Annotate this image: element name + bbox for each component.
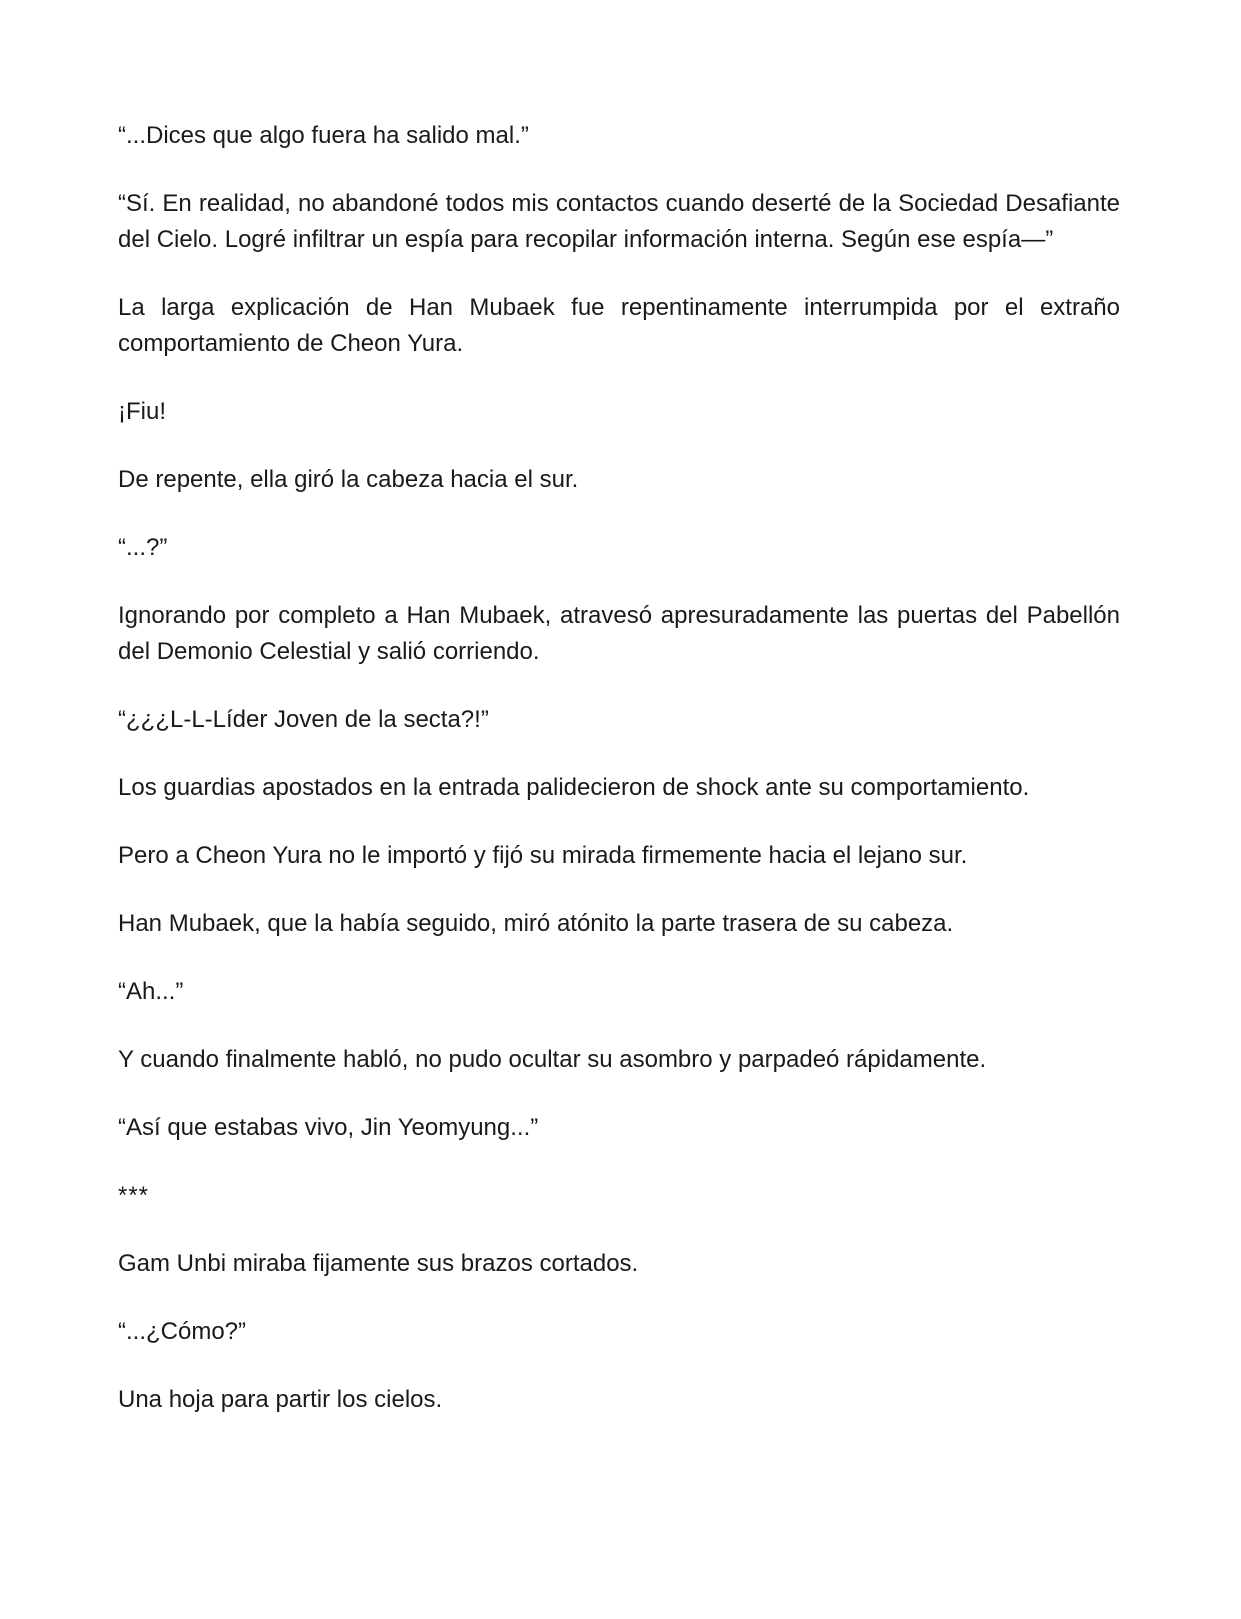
paragraph-1: “...Dices que algo fuera ha salido mal.” [118,122,529,149]
paragraph-5: De repente, ella giró la cabeza hacia el sur. [118,466,579,493]
paragraph-7: Ignorando por completo a Han Mubaek, atravesó apresuradamente las puertas del Pabellón del Demonio Celestial y salió corriendo. [118,602,1120,665]
paragraph-9: Los guardias apostados en la entrada palidecieron de shock ante su comportamiento. [118,774,1030,801]
paragraph-11: Han Mubaek, que la había seguido, miró atónito la parte trasera de su cabeza. [118,910,954,937]
paragraph-17: “...¿Cómo?” [118,1318,247,1345]
paragraph-16: Gam Unbi miraba fijamente sus brazos cortados. [118,1250,639,1277]
paragraph-4: ¡Fiu! [118,398,166,425]
document-body [118,118,1120,1450]
scene-break-separator: *** [118,1182,150,1209]
paragraph-14: “Así que estabas vivo, Jin Yeomyung...” [118,1114,539,1141]
paragraph-3: La larga explicación de Han Mubaek fue repentinamente interrumpida por el extraño comportamiento de Cheon Yura. [118,294,1120,357]
paragraph-2: “Sí. En realidad, no abandoné todos mis contactos cuando deserté de la Sociedad Desafiante del Cielo. Logré infiltrar un espía para recopilar información interna. Según ese espía—” [118,190,1120,253]
paragraph-6: “...?” [118,534,168,561]
paragraph-12: “Ah...” [118,978,184,1005]
paragraph-8: “¿¿¿L-L-Líder Joven de la secta?!” [118,706,489,733]
paragraph-18: Una hoja para partir los cielos. [118,1386,443,1413]
paragraph-10: Pero a Cheon Yura no le importó y fijó su mirada firmemente hacia el lejano sur. [118,842,968,869]
paragraph-13: Y cuando finalmente habló, no pudo ocultar su asombro y parpadeó rápidamente. [118,1046,987,1073]
